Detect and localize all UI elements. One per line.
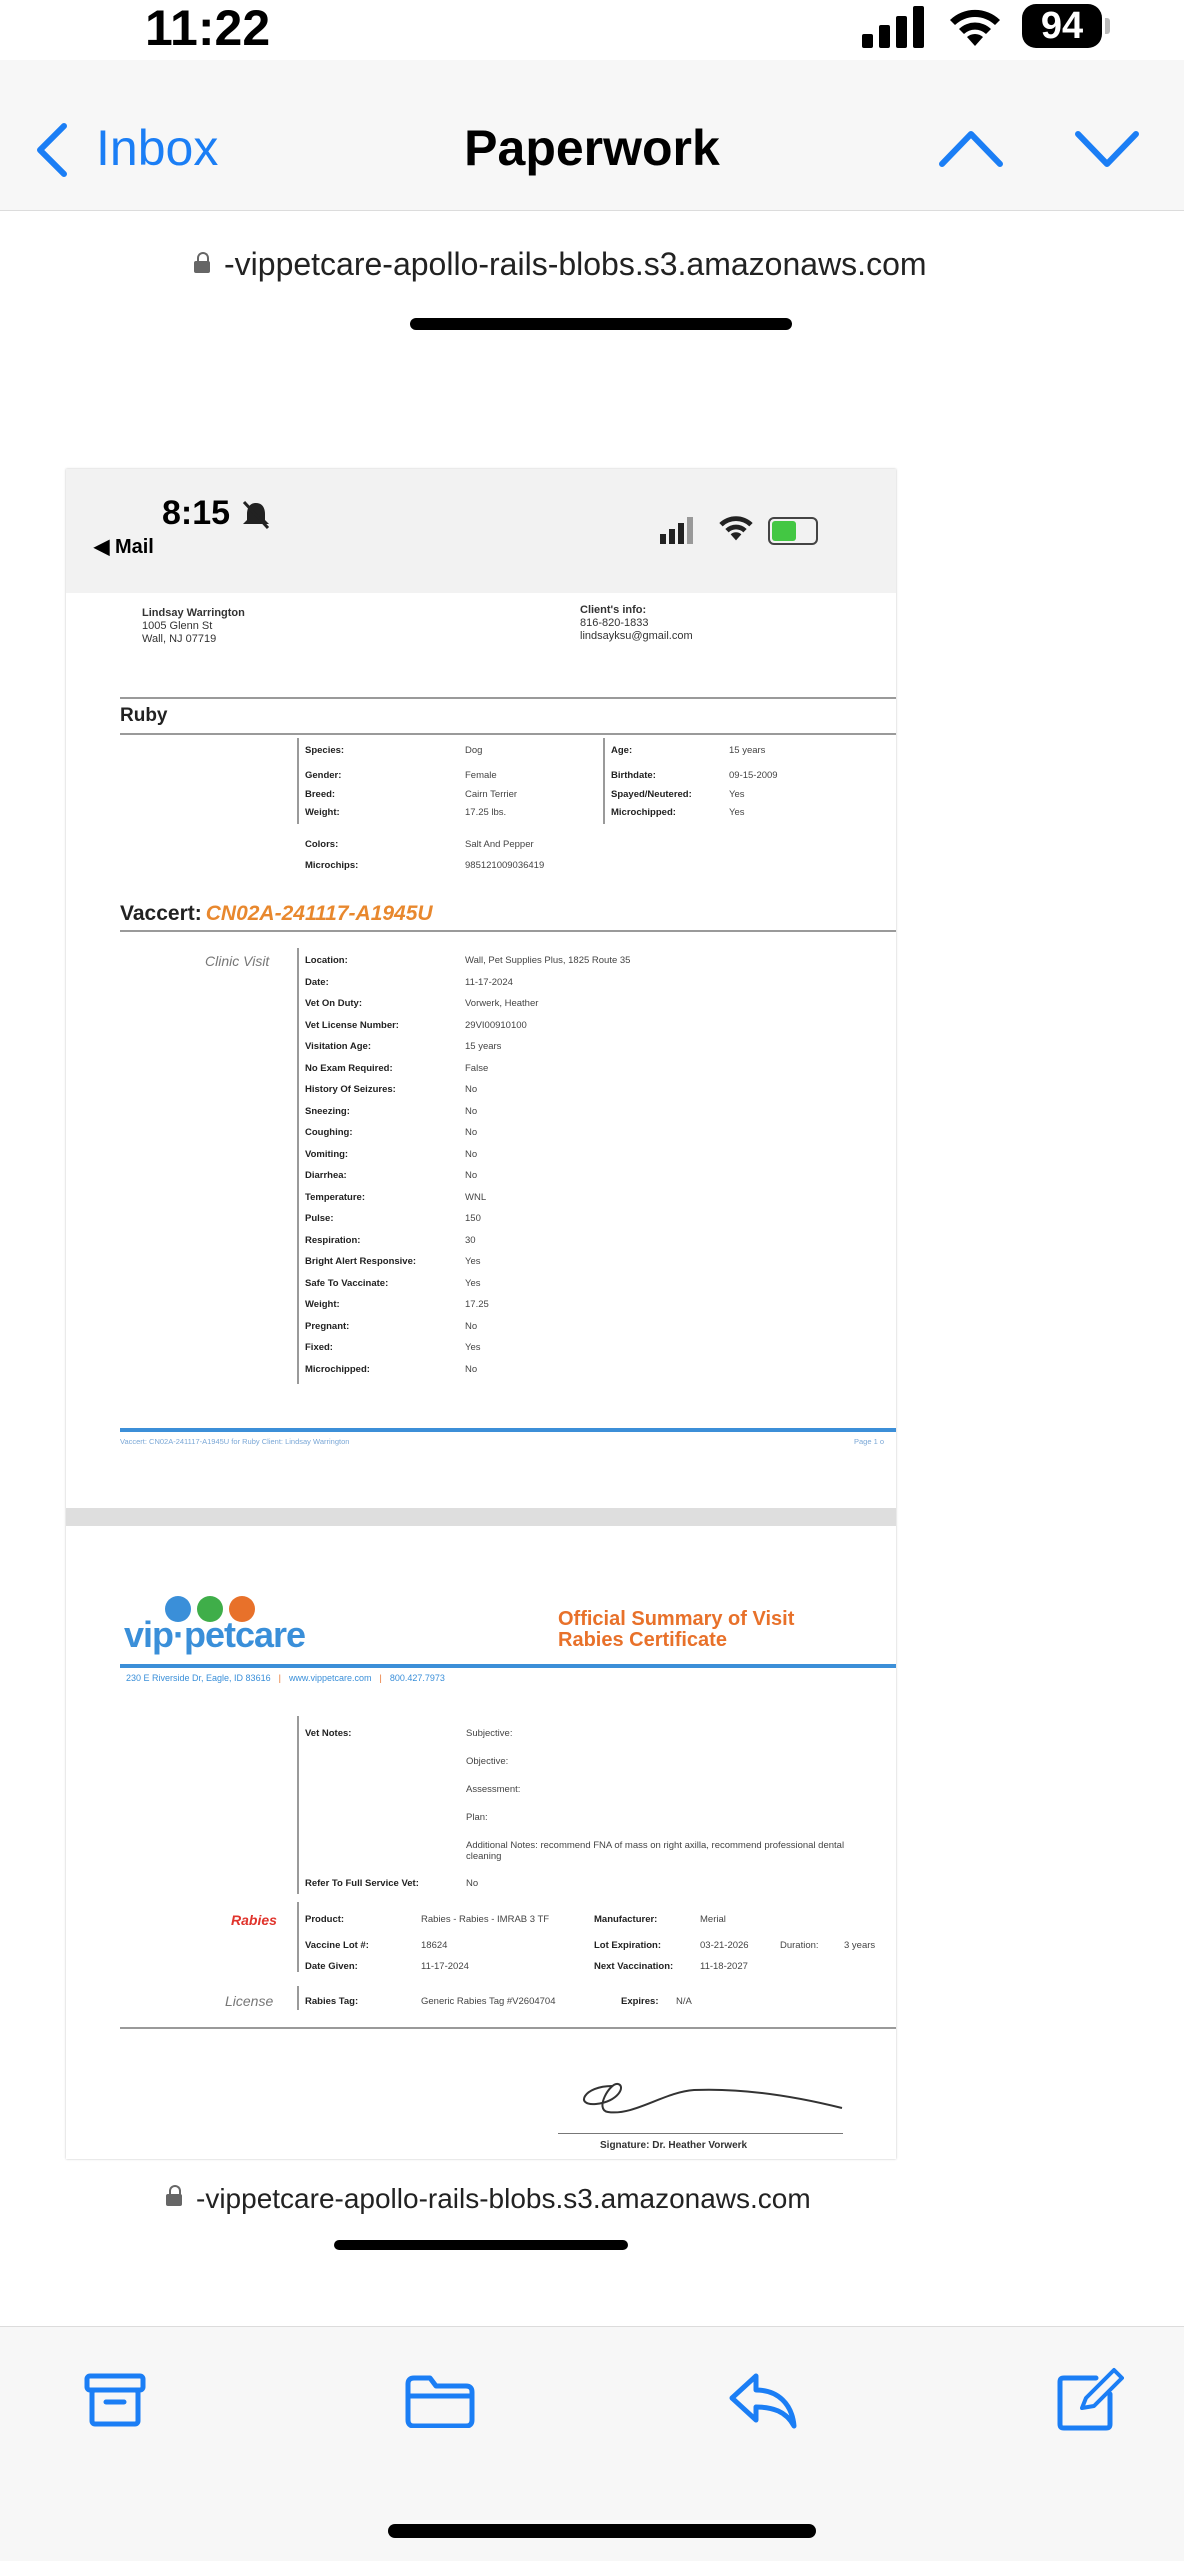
refer-label: Refer To Full Service Vet: (305, 1878, 419, 1889)
lot-exp-label: Lot Expiration: (594, 1940, 662, 1951)
lot-value: 18624 (421, 1940, 448, 1951)
note-subjective: Subjective: (466, 1728, 513, 1739)
visit-field-value: No (465, 1084, 478, 1095)
url-text: -vippetcare-apollo-rails-blobs.s3.amazonaws.com (224, 246, 927, 282)
visit-field-label: Date: (305, 977, 329, 988)
visit-field-value: 29VI00910100 (465, 1020, 527, 1031)
divider-vertical (603, 738, 605, 824)
pet-field-label: Colors: (305, 839, 339, 850)
date-given-label: Date Given: (305, 1961, 358, 1972)
vet-notes-label: Vet Notes: (305, 1728, 352, 1739)
document-page (66, 469, 896, 2159)
visit-field-label: Sneezing: (305, 1106, 350, 1117)
embedded-time: 8:15 (162, 494, 231, 532)
page-title: Paperwork (464, 120, 720, 176)
visit-field-value: 11-17-2024 (465, 977, 513, 988)
browser-url-top (194, 246, 927, 283)
next-vacc-label: Next Vaccination: (594, 1961, 674, 1972)
visit-field-value: Yes (465, 1278, 481, 1289)
pet-field-label: Microchips: (305, 860, 359, 871)
battery-indicator: 94 (1022, 4, 1102, 48)
note-plan: Plan: (466, 1812, 488, 1823)
brand-name: vip·petcare (124, 1614, 306, 1655)
client-city: Wall, NJ 07719 (142, 633, 217, 645)
refer-value: No (466, 1878, 479, 1889)
visit-field-value: 30 (465, 1235, 476, 1246)
visit-field-value: 150 (465, 1213, 481, 1224)
page-break (66, 1508, 896, 1526)
visit-field-value: Yes (465, 1256, 481, 1267)
home-indicator (388, 2524, 816, 2538)
visit-field-label: Diarrhea: (305, 1170, 347, 1181)
note-assessment: Assessment: (466, 1784, 521, 1795)
visit-field-value: WNL (465, 1192, 487, 1203)
embedded-battery-icon (768, 517, 818, 545)
tag-value: Generic Rabies Tag #V2604704 (421, 1996, 556, 2007)
status-time: 11:22 (145, 0, 271, 56)
pet-field-value: Salt And Pepper (465, 839, 534, 850)
visit-field-label: Bright Alert Responsive: (305, 1256, 417, 1267)
visit-field-label: Visitation Age: (305, 1041, 371, 1052)
contact-line (126, 1673, 445, 1683)
archive-icon[interactable] (84, 2372, 146, 2428)
url-text: -vippetcare-apollo-rails-blobs.s3.amazonaws.com (196, 2183, 811, 2214)
pet-field-value: 17.25 lbs. (465, 807, 507, 818)
visit-field-value: No (465, 1106, 478, 1117)
license-label: License (225, 1993, 274, 2009)
date-given-value: 11-17-2024 (421, 1961, 469, 1972)
home-indicator-top (410, 318, 792, 330)
manufacturer-label: Manufacturer: (594, 1914, 658, 1925)
pet-name: Ruby (120, 705, 168, 726)
visit-field-label: Location: (305, 955, 348, 966)
pet-field-label: Microchipped: (611, 807, 676, 818)
manufacturer-value: Merial (700, 1914, 726, 1925)
lot-label: Vaccine Lot #: (305, 1940, 369, 1951)
visit-field-label: Safe To Vaccinate: (305, 1278, 389, 1289)
pet-field-value: Dog (465, 745, 483, 756)
vaccert-heading (120, 902, 433, 926)
contact-address: 230 E Riverside Dr, Eagle, ID 83616 (126, 1673, 271, 1683)
pet-field-label: Weight: (305, 807, 340, 818)
next-vacc-value: 11-18-2027 (700, 1961, 748, 1972)
pet-field-value: Yes (729, 789, 745, 800)
rabies-label: Rabies (231, 1912, 277, 1928)
tag-label: Rabies Tag: (305, 1996, 359, 2007)
divider-vertical (297, 1902, 299, 1972)
signature-image (574, 2072, 844, 2122)
divider-vertical (297, 948, 299, 1384)
official-title: Official Summary of Visit (558, 1608, 795, 1630)
divider-vertical (297, 1716, 299, 1894)
visit-field-value: False (465, 1063, 489, 1074)
divider (120, 733, 896, 735)
visit-field-label: Weight: (305, 1299, 340, 1310)
inbox-back-button[interactable]: Inbox (96, 120, 219, 176)
vaccert-label: Vaccert: (120, 902, 202, 925)
battery-tip (1105, 18, 1110, 34)
visit-field-label: Vomiting: (305, 1149, 349, 1160)
signature-line (558, 2133, 843, 2134)
lot-exp-value: 03-21-2026 (700, 1940, 749, 1951)
pet-field-value: 09-15-2009 (729, 770, 778, 781)
pet-field-value: Yes (729, 807, 745, 818)
pet-field-label: Age: (611, 745, 633, 756)
product-label: Product: (305, 1914, 345, 1925)
client-phone: 816-820-1833 (580, 617, 649, 629)
visit-field-value: Yes (465, 1342, 481, 1353)
header-rule (120, 1664, 896, 1668)
separator: | (278, 1673, 281, 1683)
page-footer-text: Vaccert: CN02A-241117-A1945U for Ruby Client: Lindsay Warrington (120, 1437, 350, 1446)
expires-value: N/A (676, 1996, 692, 2007)
folder-icon[interactable] (404, 2374, 476, 2428)
visit-field-value: No (465, 1321, 478, 1332)
pet-field-label: Species: (305, 745, 345, 756)
visit-field-label: History Of Seizures: (305, 1084, 396, 1095)
vaccert-id: CN02A-241117-A1945U (205, 902, 433, 925)
visit-field-value: Vorwerk, Heather (465, 998, 539, 1009)
visit-field-label: No Exam Required: (305, 1063, 393, 1074)
chevron-up-icon[interactable] (938, 128, 1004, 168)
lock-icon (194, 261, 210, 273)
divider-vertical (297, 1986, 299, 2010)
expires-label: Expires: (621, 1996, 659, 2007)
divider (120, 697, 896, 699)
visit-field-value: 15 years (465, 1041, 502, 1052)
bell-muted-icon (240, 500, 272, 530)
divider-vertical (297, 738, 299, 824)
visit-field-label: Microchipped: (305, 1364, 370, 1375)
reply-icon[interactable] (728, 2370, 798, 2430)
client-street: 1005 Glenn St (142, 620, 213, 632)
pet-field-label: Breed: (305, 789, 336, 800)
signature-label: Signature: Dr. Heather Vorwerk (600, 2140, 748, 2151)
additional-notes: Additional Notes: recommend FNA of mass on right axilla, recommend professional dental cleaning (466, 1840, 845, 1862)
wifi-icon (945, 4, 1005, 48)
page-footer-page: Page 1 o (854, 1437, 885, 1446)
pet-field-label: Spayed/Neutered: (611, 789, 692, 800)
visit-field-value: 17.25 (465, 1299, 489, 1310)
visit-field-label: Coughing: (305, 1127, 353, 1138)
compose-icon[interactable] (1056, 2366, 1124, 2432)
separator: | (379, 1673, 382, 1683)
browser-url-bottom (166, 2183, 811, 2215)
visit-field-value: No (465, 1170, 478, 1181)
visit-field-label: Pulse: (305, 1213, 334, 1224)
visit-field-label: Temperature: (305, 1192, 366, 1203)
visit-field-label: Vet License Number: (305, 1020, 399, 1031)
visit-field-label: Vet On Duty: (305, 998, 363, 1009)
product-value: Rabies - Rabies - IMRAB 3 TF (421, 1914, 550, 1925)
page-footer-rule (120, 1428, 896, 1432)
contact-web[interactable]: www.vippetcare.com (288, 1673, 372, 1683)
chevron-down-icon[interactable] (1074, 130, 1140, 170)
clinic-visit-label: Clinic Visit (205, 953, 270, 969)
note-objective: Objective: (466, 1756, 509, 1767)
embedded-mail-back: ◀ Mail (94, 536, 154, 558)
embedded-wifi-icon (716, 512, 756, 542)
duration-value: 3 years (844, 1940, 876, 1951)
cellular-signal-icon (862, 6, 932, 48)
duration-label: Duration: (780, 1940, 819, 1951)
visit-field-value: No (465, 1149, 478, 1160)
pet-field-label: Birthdate: (611, 770, 656, 781)
home-indicator-mid (334, 2240, 628, 2250)
visit-field-label: Fixed: (305, 1342, 333, 1353)
visit-field-label: Respiration: (305, 1235, 361, 1246)
pet-field-value: Cairn Terrier (465, 789, 518, 800)
divider (120, 2027, 896, 2029)
visit-field-value: No (465, 1127, 478, 1138)
divider (120, 930, 896, 932)
embedded-signal-icon (660, 516, 700, 544)
contact-phone: 800.427.7973 (389, 1673, 445, 1683)
client-info-label: Client's info: (580, 604, 647, 616)
pet-field-value: 15 years (729, 745, 766, 756)
visit-field-label: Pregnant: (305, 1321, 350, 1332)
client-email: lindsayksu@gmail.com (580, 630, 693, 642)
lock-icon (166, 2194, 182, 2206)
visit-field-value: No (465, 1364, 478, 1375)
certificate-title: Rabies Certificate (558, 1629, 727, 1651)
pet-field-label: Gender: (305, 770, 342, 781)
pet-field-value: Female (465, 770, 497, 781)
client-name: Lindsay Warrington (142, 607, 245, 619)
visit-field-value: Wall, Pet Supplies Plus, 1825 Route 35 (465, 955, 631, 966)
pet-field-value: 985121009036419 (465, 860, 545, 871)
